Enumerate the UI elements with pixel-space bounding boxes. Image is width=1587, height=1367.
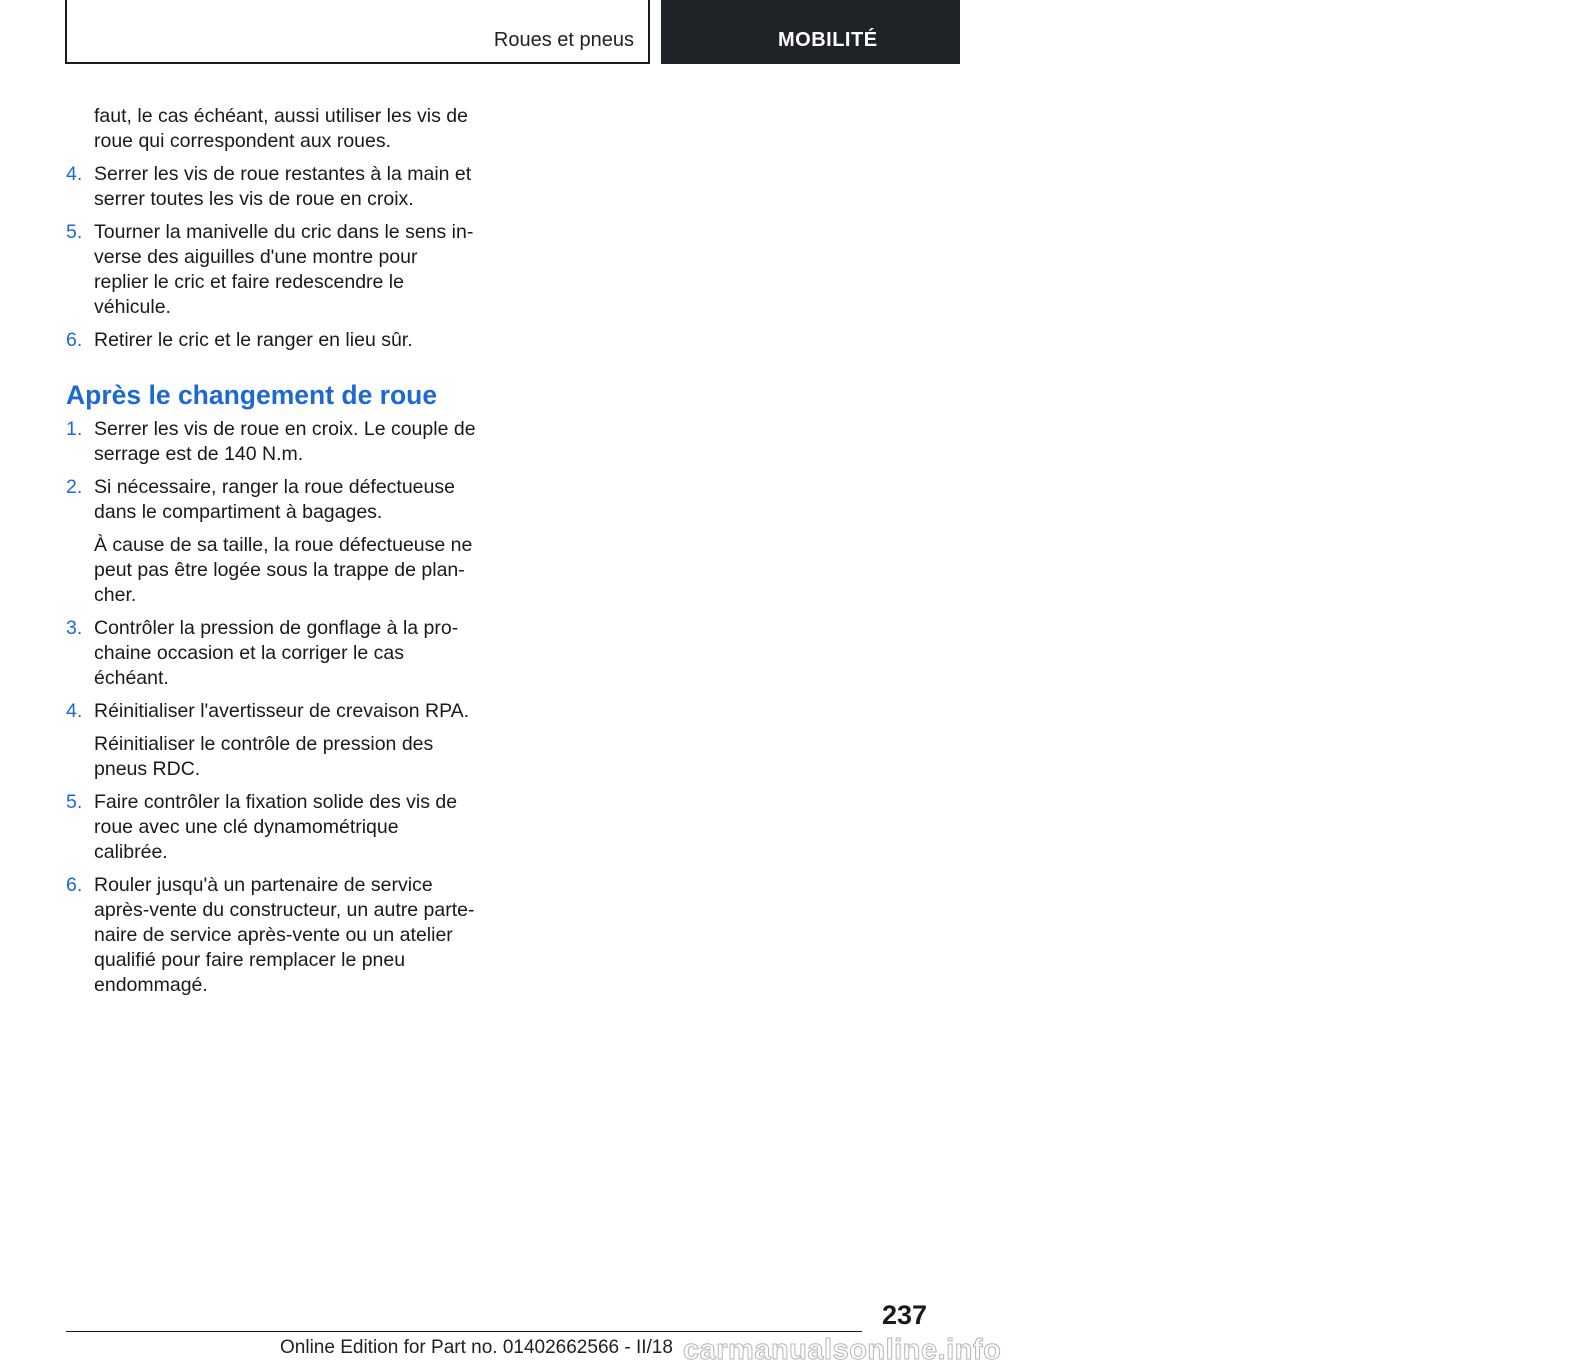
- list-item: [66, 699, 476, 724]
- chapter-header: [661, 0, 960, 64]
- footer-divider: [66, 1331, 862, 1332]
- list-item: [66, 790, 476, 865]
- list-item: [66, 328, 476, 353]
- list-item: [66, 162, 476, 212]
- step-number: 1.: [66, 418, 83, 440]
- chapter-title: MOBILITÉ: [778, 29, 878, 51]
- section-title: Roues et pneus: [493, 29, 634, 51]
- step-note: Réinitialiser le contrôle de pression des pneus RDC.: [94, 733, 434, 780]
- list-item: [66, 475, 476, 525]
- section-heading: Après le changement de roue: [66, 380, 438, 410]
- step-number: 6.: [66, 329, 83, 351]
- step-number: 4.: [66, 700, 83, 722]
- list-item: [66, 417, 476, 467]
- step-text: Serrer les vis de roue restantes à la main et serrer toutes les vis de roue en croix.: [94, 163, 472, 210]
- car-icon: [1551, 31, 1587, 55]
- step-text: Si nécessaire, ranger la roue défectueuse dans le compartiment à bagages.: [94, 476, 455, 523]
- list-item: [66, 220, 476, 320]
- list-item: [66, 616, 476, 691]
- step-text: Réinitialiser l'avertisseur de crevaison RPA.: [94, 700, 470, 722]
- section-header: [65, 0, 650, 64]
- step-number: 5.: [66, 221, 83, 243]
- page-number: 237: [881, 1300, 927, 1330]
- edition-text: Online Edition for Part no. 01402662566 - II/18: [280, 1337, 673, 1358]
- step-text: Faire contrôler la fixation solide des vis de roue avec une clé dynamométrique calibrée.: [94, 791, 458, 863]
- continuation-text: faut, le cas échéant, aussi utiliser les vis de roue qui correspondent aux roues.: [94, 105, 468, 152]
- step-text: Rouler jusqu'à un partenaire de service après-vente du constructeur, un autre partenaire de service après-vente ou un atelier qualifié pour faire remplacer le pneu endommagé.: [94, 874, 475, 996]
- step-number: 5.: [66, 791, 83, 813]
- step-number: 3.: [66, 617, 83, 639]
- step-number: 6.: [66, 874, 83, 896]
- watermark: carmanualsonline.info: [683, 1334, 1002, 1366]
- list-item: [66, 873, 476, 998]
- step-note: À cause de sa taille, la roue défectueuse ne peut pas être logée sous la trappe de plancher.: [94, 534, 473, 606]
- step-text: Serrer les vis de roue en croix. Le couple de serrage est de 140 N.m.: [94, 418, 476, 465]
- step-number: 2.: [66, 476, 83, 498]
- step-text: Contrôler la pression de gonflage à la prochaine occasion et la corriger le cas échéant.: [94, 617, 459, 689]
- step-number: 4.: [66, 163, 83, 185]
- step-text: Tourner la manivelle du cric dans le sens inverse des aiguilles d'une montre pour replier le cric et faire redescendre le véhicule.: [94, 221, 474, 318]
- page-content: [66, 104, 476, 998]
- step-text: Retirer le cric et le ranger en lieu sûr.: [94, 329, 413, 351]
